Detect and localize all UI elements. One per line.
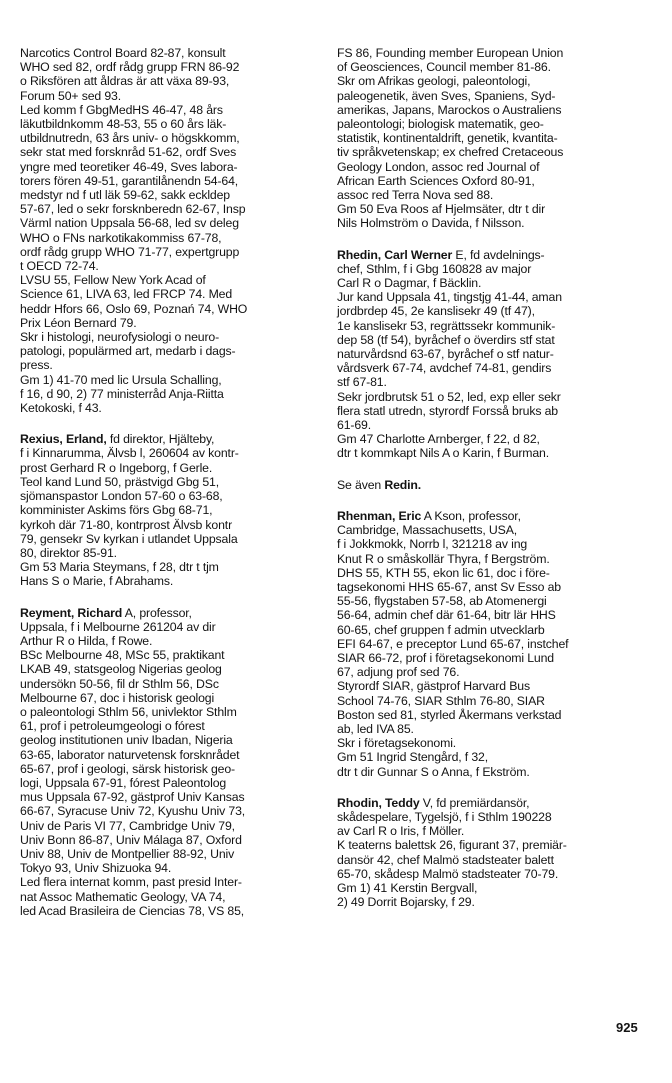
entry-text: A Kson, professor, Cambridge, Massachusetts, USA, f i Jokkmokk, Norrb l, 321218 av ing Knut R o småskollär Thyra, f Bergström. DHS 55, KTH 55, ekon lic 61, doc i före- tagsekonomi HHS 65-67, anst Sv Esso ab 55-56, flygstaben 57-58, ab Atomenergi 56-64, admin chef där 61-64, bitr lär HHS 60-65, chef gruppen f admin utvecklarb EFI 64-67, e preceptor Lund 65-67, instchef SIAR 66-72, prof i företagsekonomi Lund 67, adjung prof sed 76. Styrordf SIAR, gästprof Harvard Bus School 74-76, SIAR Sthlm 76-80, SIAR Boston sed 81, styrled Åkermans verkstad ab, led IVA 85. Skr i företagsekonomi. Gm 51 Ingrid Stengård, f 32, dtr t dir Gunnar S o Anna, f Ekström. — [337, 508, 569, 779]
entry-rhodin — [337, 796, 655, 910]
entry-name: Rhodin, Teddy — [337, 795, 420, 810]
right-column — [337, 46, 655, 926]
entry-text: FS 86, Founding member European Union of Geosciences, Council member 81-86. Skr om Afrikas geologi, paleontologi, paleogenetik, även Sves, Spaniens, Syd- amerikas, Japans, Marockos o Australiens paleontologi; biologisk matematik, geo- statistik, kontinentaldrift, genetik, kvantita- tiv språkvetenskap; ex chefred Cretaceous Geology London, assoc red Journal of African Earth Sciences Oxford 80-91, assoc red Terra Nova sed 88. Gm 50 Eva Roos af Hjelmsäter, dtr t dir Nils Holmström o Davida, f Nilsson. — [337, 46, 564, 231]
entry-body — [20, 606, 320, 918]
see-also-name: Redin. — [384, 477, 422, 492]
entry-text: A, professor, Uppsala, f i Melbourne 261204 av dir Arthur R o Hilda, f Rowe. BSc Melbourne 48, MSc 55, praktikant LKAB 49, statsgeolog Nigerias geolog undersökn 50-56, fil dr Sthlm 56, DSc Melbourne 67, doc i historisk geologi o paleontologi Sthlm 56, univlektor Sthlm 61, prof i petroleumgeologi o fórest geolog institutionen univ Ibadan, Nigeria 63-65, laborator naturvetensk forsknrådet 65-67, prof i geologi, särsk historisk geo- logi, Uppsala 67-91, fórest Paleontolog mus Uppsala 67-92, gästprof Univ Kansas 66-67, Syracuse Univ 72, Kyushu Univ 73, Univ de Paris VI 77, Cambridge Univ 79, Univ Bonn 86-87, Univ Málaga 87, Oxford Univ 88, Univ de Montpellier 88-92, Univ Tokyo 93, Univ Shizuoka 94. Led flera internat komm, past presid Inter- nat Assoc Mathematic Geology, VA 74, led Acad Brasileira de Ciencias 78, VS 85, — [20, 605, 246, 918]
entry-text: E, fd avdelnings- chef, Sthlm, f i Gbg 160828 av major Carl R o Dagmar, f Bäcklin. Jur kand Uppsala 41, tingstjg 41-44, aman jordbrdep 45, 2e kanslisekr 49 (tf 47), 1e kanslisekr 53, regrättssekr kommunik- dep 58 (tf 54), byråchef o överdirs stf stat naturvårdsnd 63-67, byråchef o stf natur- vårdsverk 67-74, avdchef 74-81, gendirs stf 67-81. Sekr jordbrutsk 51 o 52, led, exp eller sekr flera statl utredn, styrordf Forsså bruks ab 61-69. Gm 47 Charlotte Arnberger, f 22, d 82, dtr t kommkapt Nils A o Karin, f Burman. — [337, 247, 562, 461]
entry-continuation — [20, 46, 320, 415]
entry-name: Rhedin, Carl Werner — [337, 247, 453, 262]
entry-name: Rexius, Erland, — [20, 432, 107, 447]
entry-text: Narcotics Control Board 82-87, konsult WHO sed 82, ordf rådg grupp FRN 86-92 o Riksfören att åldras är att växa 89-93, Forum 50+ sed 93. Led komm f GbgMedHS 46-47, 48 års läkutbildnkomm 48-53, 55 o 60 års läk- utbildnutredn, 63 års univ- o högskkomm, sekr stat med forsknråd 51-62, ordf Sves yngre med teoretiker 46-49, Sves labora- torers fören 49-51, garantilånendn 54-64, medstyr nd f utl läk 59-62, sakk eckldep 57-67, led o sekr forsknberedn 62-67, Insp Värml nation Uppsala 56-68, led sv deleg WHO o FNs narkotikakommiss 67-78, ordf rådg grupp WHO 71-77, expertgrupp t OECD 72-74. LVSU 55, Fellow New York Acad of Science 61, LIVA 63, led FRCP 74. Med heddr Hfors 66, Oslo 69, Poznań 74, WHO Prix Léon Bernard 79. Skr i histologi, neurofysiologi o neuro- patologi, populärmed art, medarb i dags- press. Gm 1) 41-70 med lic Ursula Schalling, f 16, d 90, 2) 77 ministerråd Anja-Riitta Ketokoski, f 43. — [20, 46, 248, 416]
entry-rhenman — [337, 509, 655, 779]
entry-text: fd direktor, Hjälteby, f i Kinnarumma, Älvsb l, 260604 av kontr- prost Gerhard R o Ingeborg, f Gerle. Teol kand Lund 50, prästvigd Gbg 51, sjömanspastor London 57-60 o 63-68, komminister Askims förs Gbg 68-71, kyrkoh där 71-80, kontrprost Älvsb kontr 79, gensekr Sv kyrkan i utlandet Uppsala 80, direktor 85-91. Gm 53 Maria Steymans, f 28, dtr t tjm Hans S o Marie, f Abrahams. — [20, 432, 239, 589]
page-number: 925 — [616, 1020, 638, 1035]
entry-rhedin — [337, 248, 655, 461]
see-also-prefix: Se även — [337, 477, 385, 492]
entry-name: Rhenman, Eric — [337, 508, 422, 523]
entry-reyment — [20, 606, 320, 918]
entry-body — [337, 796, 655, 910]
entry-body — [20, 432, 320, 588]
entry-body — [337, 509, 655, 779]
entry-reyment-continued — [337, 46, 655, 231]
entry-text: V, fd premiärdansör, skådespelare, Tygelsjö, f i Sthlm 190228 av Carl R o Iris, f Möller. K teaterns balettsk 26, figurant 37, premiär- dansör 42, chef Malmö stadsteater balett 65-70, skådesp Malmö stadsteater 70-79. Gm 1) 41 Kerstin Bergvall, 2) 49 Dorrit Bojarsky, f 29. — [337, 795, 567, 910]
see-also-reference — [337, 478, 655, 492]
entry-rexius — [20, 432, 320, 588]
entry-name: Reyment, Richard — [20, 605, 123, 620]
entry-body — [337, 248, 655, 461]
left-column — [20, 46, 320, 935]
